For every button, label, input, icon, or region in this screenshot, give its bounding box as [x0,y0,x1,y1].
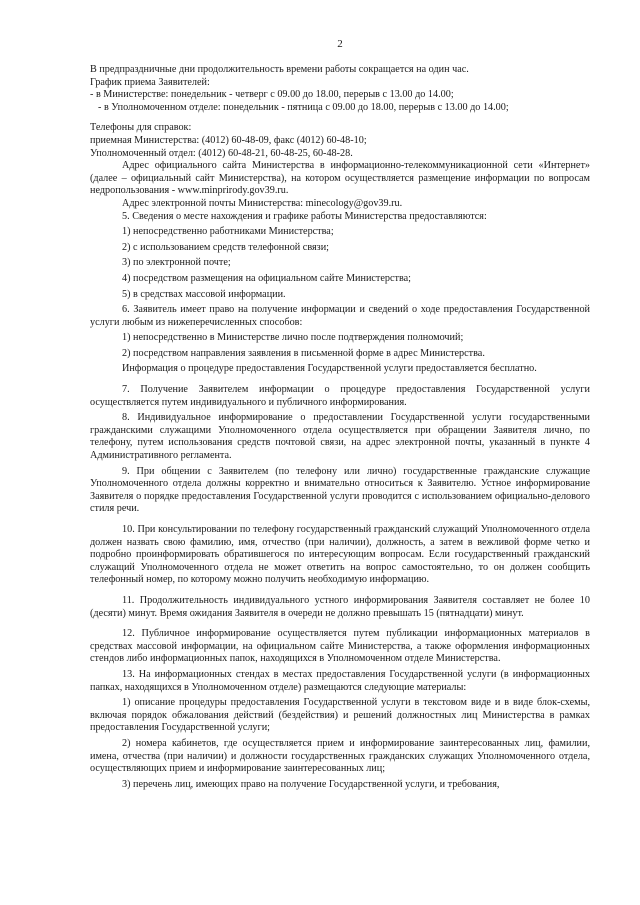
paragraph-phones-department: Уполномоченный отдел: (4012) 60-48-21, 60-48-25, 60-48-28. [90,147,353,159]
list-item-5-1: 1) непосредственно работниками Министерства; [122,226,334,238]
paragraph-schedule-heading: График приема Заявителей: [90,76,210,88]
paragraph-free-info: Информация о процедуре предоставления Государственной услуги предоставляется бесплатно. [122,363,537,375]
list-item-5-4: 4) посредством размещения на официальном сайте Министерства; [122,272,411,284]
paragraph-item-9: 9. При общении с Заявителем (по телефону или лично) государственные гражданские служащие Уполномоченного отдела должны корректно и внимательно относиться к Заявителю. Устное информирование Заявителя о порядке предоставления Государственной услуги проводится с использованием официально-делового стиля речи. [90,465,590,515]
paragraph-holiday-hours: В предпраздничные дни продолжительность времени работы сокращается на один час. [90,64,469,75]
paragraph-item-10: 10. При консультировании по телефону государственный гражданский служащий Уполномоченного отдела должен назвать свою фамилию, имя, отчество (при наличии), должность, а затем в вежливой форме четко и подробно проинформировать обратившегося по интересующим вопросам. Если государственный гражданский служащий Уполномоченного отдела не может ответить на вопрос самостоятельно, то он должен сообщить телефонный номер, по которому можно получить необходимую информацию. [90,524,590,586]
document-body [90,64,590,791]
paragraph-phones-ministry: приемная Министерства: (4012) 60-48-09, факс (4012) 60-48-10; [90,134,367,146]
list-item-5-5: 5) в средствах массовой информации. [122,288,286,300]
paragraph-phones-heading: Телефоны для справок: [90,122,192,134]
paragraph-item-8: 8. Индивидуальное информирование о предоставлении Государственной услуги государственными гражданскими служащими Уполномоченного отдела осуществляется при обращении Заявителя лично, по телефону, путем использования средств почтовой связи, на адрес электронной почты, указанный в пункте 4 Административного регламента. [90,412,590,462]
list-item-6-2: 2) посредством направления заявления в письменной форме в адрес Министерства. [122,347,485,359]
paragraph-item-7: 7. Получение Заявителем информации о процедуре предоставления Государственной услуги осуществляется путем индивидуального и публичного информирования. [90,384,590,408]
list-item-6-1: 1) непосредственно в Министерстве лично после подтверждения полномочий; [122,332,464,344]
paragraph-item-5: 5. Сведения о месте нахождения и графике работы Министерства предоставляются: [122,210,487,222]
paragraph-item-11: 11. Продолжительность индивидуального устного информирования Заявителя составляет не более 10 (десяти) минут. Время ожидания Заявителя в очереди не должно превышать 15 (пятнадцати) минут. [90,594,590,619]
paragraph-item-13: 13. На информационных стендах в местах предоставления Государственной услуги (в информационных папках, находящихся в Уполномоченном отделе) размещаются следующие материалы: [90,668,590,693]
list-item-13-3: 3) перечень лиц, имеющих право на получение Государственной услуги, и требования, [122,778,500,790]
paragraph-website: Адрес официального сайта Министерства в информационно-телекоммуникационной сети «Интернет» (далее – официальный сайт Министерства), на котором осуществляется размещение информации по вопросам недропользования - www.minprirody.gov39.ru. [90,160,590,197]
list-item-5-2: 2) с использованием средств телефонной связи; [122,241,329,253]
paragraph-item-6: 6. Заявитель имеет право на получение информации и сведений о ходе предоставления Государственной услуги любым из нижеперечисленных способов: [90,304,590,328]
paragraph-schedule-department: - в Уполномоченном отделе: понедельник - пятница с 09.00 до 18.00, перерыв с 13.00 до 14.00; [98,101,509,113]
list-item-13-2: 2) номера кабинетов, где осуществляется прием и информирование заинтересованных лиц, фамилии, имена, отчества (при наличии) и должности государственных гражданских служащих Уполномоченного отдела, осуществляющих прием и информирование заинтересованных лиц; [90,737,590,775]
paragraph-email: Адрес электронной почты Министерства: minecology@gov39.ru. [122,197,403,209]
paragraph-item-12: 12. Публичное информирование осуществляется путем публикации информационных материалов в средствах массовой информации, на официальном сайте Министерства, а также оформления информационных стендов либо информационных папок, находящихся в Уполномоченном отделе Министерства. [90,628,590,665]
list-item-13-1: 1) описание процедуры предоставления Государственной услуги в текстовом виде и в виде блок-схемы, включая порядок обжалования действий (бездействия) и решений должностных лиц Министерства в рамках предоставления Государственной услуги; [90,697,590,734]
page-number: 2 [337,38,343,50]
paragraph-schedule-ministry: - в Министерстве: понедельник - четверг с 09.00 до 18.00, перерыв с 13.00 до 14.00; [90,89,454,101]
list-item-5-3: 3) по электронной почте; [122,257,231,269]
